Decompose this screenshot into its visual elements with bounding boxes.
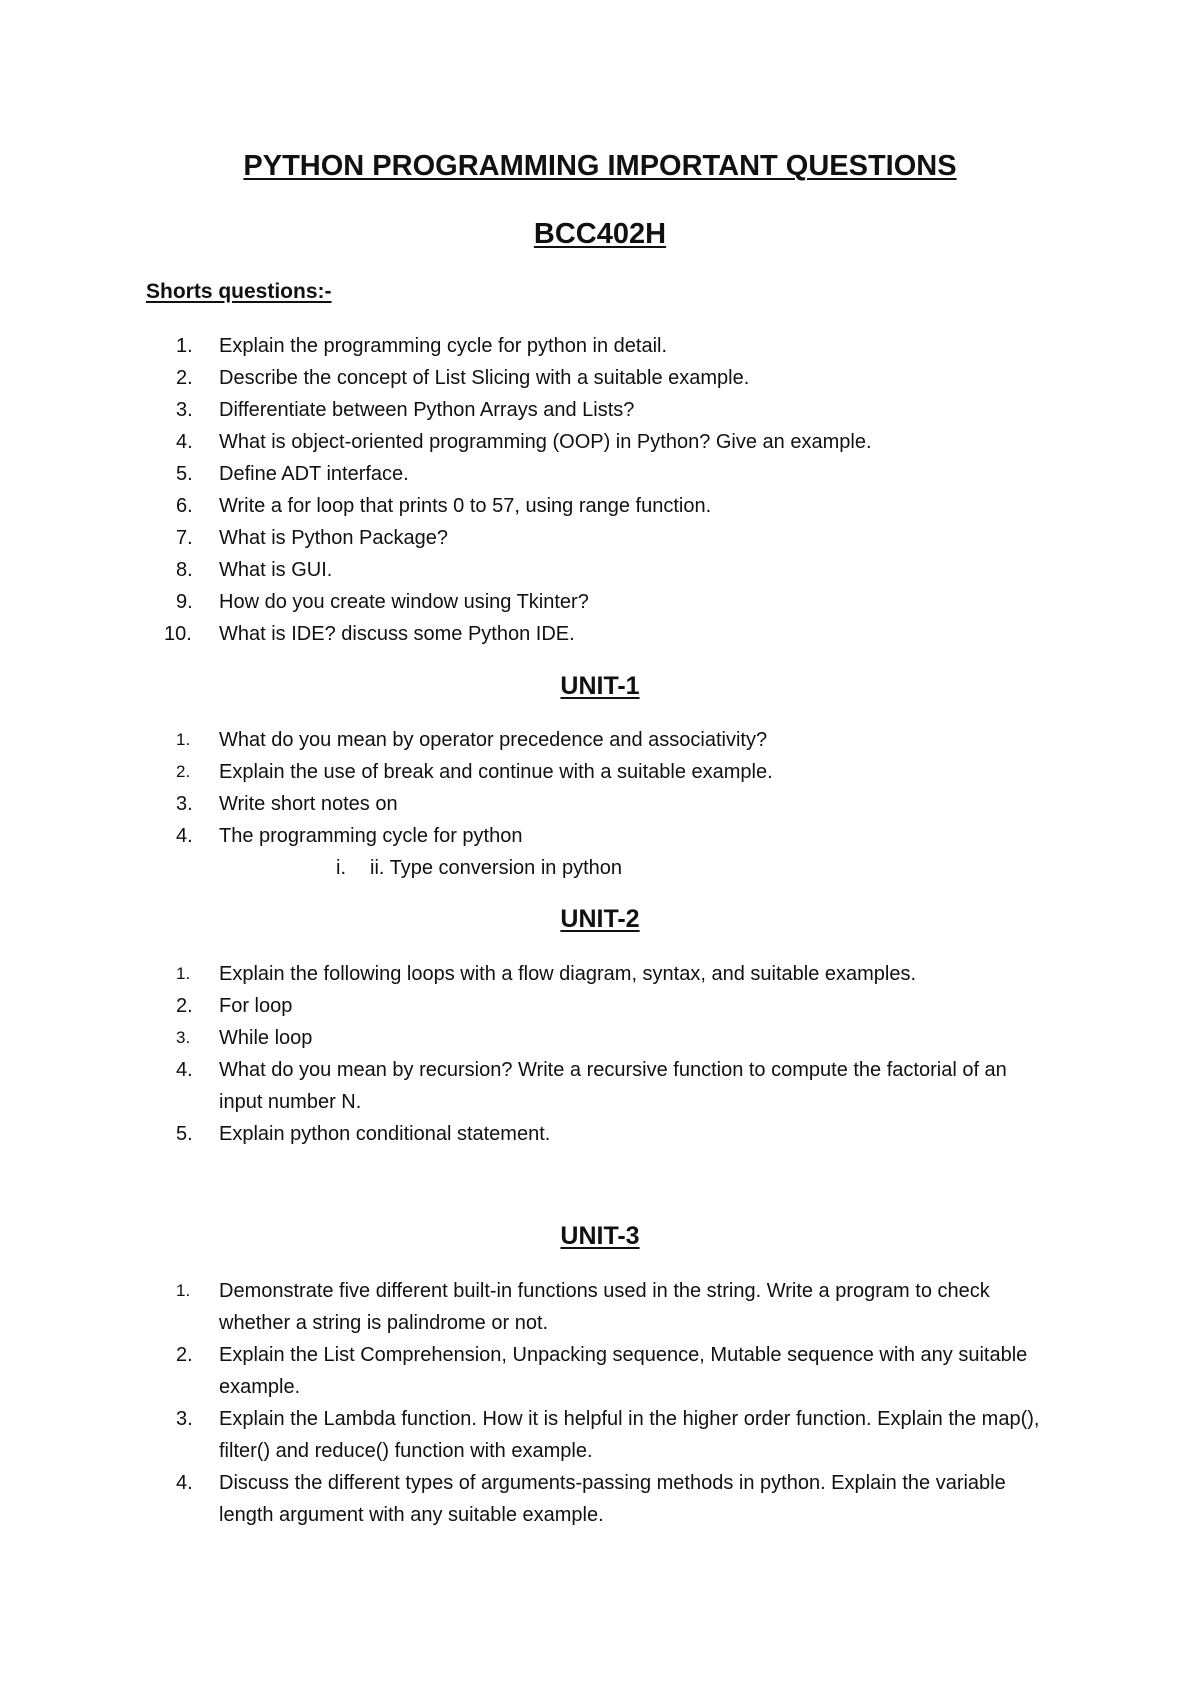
item-number: 4. xyxy=(176,1472,193,1494)
list-item xyxy=(0,958,1200,990)
course-code: BCC402H xyxy=(533,218,667,250)
item-text: Explain the following loops with a flow diagram, syntax, and suitable examples. xyxy=(219,963,917,985)
item-text: Demonstrate five different built-in functions used in the string. Write a program to check whether a string is palindrome or not. xyxy=(219,1280,990,1334)
item-text: While loop xyxy=(219,1027,313,1049)
list-item xyxy=(0,330,1200,362)
item-text: What is GUI. xyxy=(219,559,333,581)
unit3-heading: UNIT-3 xyxy=(560,1222,640,1250)
item-number: 2. xyxy=(176,995,193,1017)
unit1-heading: UNIT-1 xyxy=(560,672,640,700)
unit2-heading: UNIT-2 xyxy=(560,905,640,933)
item-number: 2. xyxy=(176,762,191,781)
list-item xyxy=(0,522,1200,554)
item-number: 1. xyxy=(176,964,191,983)
roman-text: ii. Type conversion in python xyxy=(370,857,623,879)
roman-list-item xyxy=(336,852,622,884)
unit1-list xyxy=(0,724,1200,852)
item-text: Define ADT interface. xyxy=(219,463,409,485)
list-item xyxy=(0,362,1200,394)
item-number: 3. xyxy=(176,793,193,815)
roman-number: i. xyxy=(336,857,346,879)
item-number: 1. xyxy=(176,730,191,749)
list-item xyxy=(0,490,1200,522)
item-number: 9. xyxy=(176,591,193,613)
list-item xyxy=(0,1403,1200,1467)
item-text: What is IDE? discuss some Python IDE. xyxy=(219,623,575,645)
item-number: 7. xyxy=(176,527,193,549)
item-number: 10. xyxy=(164,623,192,645)
item-number: 3. xyxy=(176,399,193,421)
item-text: Explain the List Comprehension, Unpacking sequence, Mutable sequence with any suitable example. xyxy=(219,1344,1028,1398)
list-item xyxy=(0,820,1200,852)
item-text: Write a for loop that prints 0 to 57, using range function. xyxy=(219,495,712,517)
item-number: 8. xyxy=(176,559,193,581)
item-text: Explain python conditional statement. xyxy=(219,1123,551,1145)
item-number: 2. xyxy=(176,367,193,389)
item-number: 2. xyxy=(176,1344,193,1366)
list-item xyxy=(0,724,1200,756)
item-text: Describe the concept of List Slicing with a suitable example. xyxy=(219,367,750,389)
document-title: PYTHON PROGRAMMING IMPORTANT QUESTIONS xyxy=(243,150,957,182)
item-number: 3. xyxy=(176,1408,193,1430)
list-item xyxy=(0,554,1200,586)
list-item xyxy=(0,394,1200,426)
short-questions-heading: Shorts questions:- xyxy=(146,280,332,303)
item-number: 5. xyxy=(176,1123,193,1145)
item-number: 1. xyxy=(176,1281,191,1300)
list-item xyxy=(0,1022,1200,1054)
list-item xyxy=(0,1054,1200,1118)
list-item xyxy=(0,990,1200,1022)
list-item xyxy=(0,756,1200,788)
item-text: What is object-oriented programming (OOP) in Python? Give an example. xyxy=(219,431,872,453)
item-number: 4. xyxy=(176,1059,193,1081)
item-text: How do you create window using Tkinter? xyxy=(219,591,589,613)
item-number: 1. xyxy=(176,335,193,357)
list-item xyxy=(0,788,1200,820)
list-item xyxy=(0,1339,1200,1403)
item-text: Write short notes on xyxy=(219,793,398,815)
short-questions-list xyxy=(0,330,1200,650)
item-number: 4. xyxy=(176,825,193,847)
item-number: 3. xyxy=(176,1028,191,1047)
item-text: Differentiate between Python Arrays and Lists? xyxy=(219,399,635,421)
list-item xyxy=(0,1118,1200,1150)
item-text: What is Python Package? xyxy=(219,527,449,549)
item-text: Explain the use of break and continue with a suitable example. xyxy=(219,761,773,783)
list-item xyxy=(0,1467,1200,1531)
item-number: 5. xyxy=(176,463,193,485)
item-text: What do you mean by recursion? Write a recursive function to compute the factorial of an input number N. xyxy=(219,1059,1007,1113)
list-item xyxy=(0,426,1200,458)
item-text: For loop xyxy=(219,995,293,1017)
item-text: Discuss the different types of arguments-passing methods in python. Explain the variable length argument with any suitable example. xyxy=(219,1472,1006,1526)
unit2-list xyxy=(0,958,1200,1150)
unit3-list xyxy=(0,1275,1200,1531)
item-text: Explain the programming cycle for python in detail. xyxy=(219,335,668,357)
item-text: What do you mean by operator precedence and associativity? xyxy=(219,729,768,751)
item-text: Explain the Lambda function. How it is helpful in the higher order function. Explain the map(), filter() and reduce() function with example. xyxy=(219,1408,1040,1462)
list-item xyxy=(0,1275,1200,1339)
list-item xyxy=(0,618,1200,650)
item-number: 6. xyxy=(176,495,193,517)
item-number: 4. xyxy=(176,431,193,453)
list-item xyxy=(0,458,1200,490)
list-item xyxy=(0,586,1200,618)
item-text: The programming cycle for python xyxy=(219,825,523,847)
